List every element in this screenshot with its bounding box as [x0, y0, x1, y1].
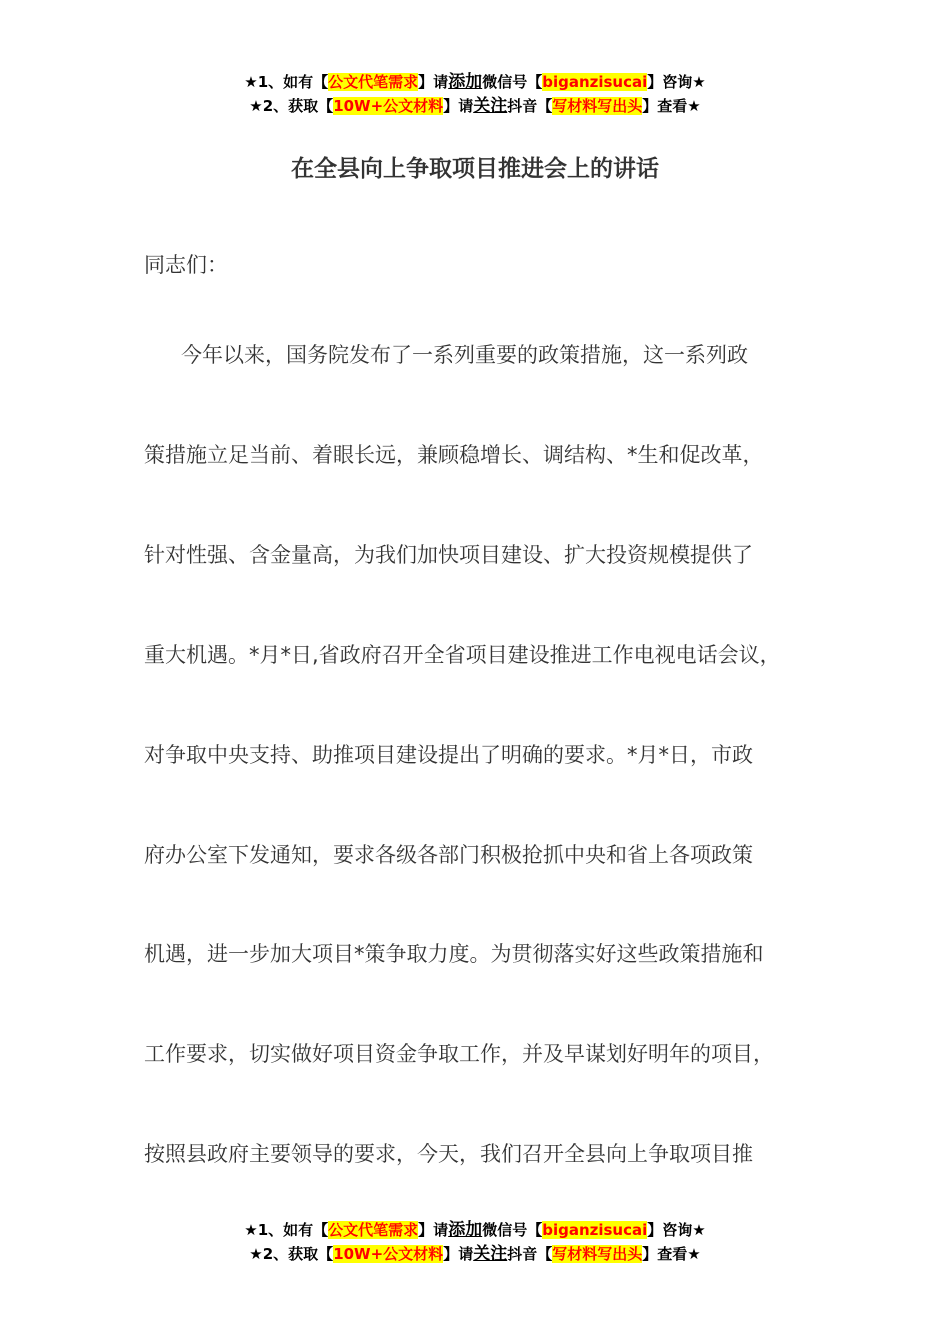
banner-text: 】查看★ — [642, 97, 701, 115]
banner-text: 】咨询★ — [647, 1221, 706, 1239]
banner-text: 】查看★ — [642, 1245, 701, 1263]
body-line: 今年以来，国务院发布了一系列重要的政策措施，这一系列政 — [181, 343, 748, 367]
banner-highlight: 10W+公文材料 — [333, 1245, 444, 1263]
banner-douyin-id: 写材料写出头 — [552, 1245, 643, 1263]
banner-text: 】请 — [418, 1221, 449, 1239]
banner-text: ★2、获取【 — [249, 1245, 334, 1263]
body-line: 机遇，进一步加大项目*策争取力度。为贯彻落实好这些政策措施和 — [144, 942, 764, 966]
document-title: 在全县向上争取项目推进会上的讲话 — [291, 156, 659, 182]
banner-emphasis: 关注 — [473, 96, 508, 116]
banner-text: 抖音【 — [507, 97, 553, 115]
body-line: 策措施立足当前、着眼长远，兼顾稳增长、调结构、*生和促改革， — [144, 443, 764, 467]
banner-line-1 — [0, 70, 950, 94]
salutation: 同志们： — [144, 253, 228, 277]
banner-text: ★1、如有【 — [244, 1221, 329, 1239]
body-line: 对争取中央支持、助推项目建设提出了明确的要求。*月*日，市政 — [144, 743, 753, 767]
banner-text: 抖音【 — [507, 1245, 553, 1263]
banner-text: ★2、获取【 — [249, 97, 334, 115]
banner-text: 微信号【 — [482, 73, 543, 91]
banner-emphasis: 添加 — [448, 72, 483, 92]
banner-line-1 — [0, 1218, 950, 1242]
banner-emphasis: 关注 — [473, 1244, 508, 1264]
body-line: 府办公室下发通知，要求各级各部门积极抢抓中央和省上各项政策 — [144, 843, 753, 867]
banner-line-2 — [0, 1242, 950, 1266]
banner-text: 微信号【 — [482, 1221, 543, 1239]
banner-highlight: 10W+公文材料 — [333, 97, 444, 115]
banner-line-2 — [0, 94, 950, 118]
header-banner — [0, 70, 950, 118]
banner-wechat-id: biganzisucai — [542, 73, 648, 91]
body-line: 针对性强、含金量高，为我们加快项目建设、扩大投资规模提供了 — [144, 543, 753, 567]
banner-text: 】请 — [418, 73, 449, 91]
banner-text: ★1、如有【 — [244, 73, 329, 91]
banner-emphasis: 添加 — [448, 1220, 483, 1240]
banner-douyin-id: 写材料写出头 — [552, 97, 643, 115]
banner-highlight: 公文代笔需求 — [328, 73, 419, 91]
banner-text: 】请 — [443, 1245, 474, 1263]
body-line: 按照县政府主要领导的要求，今天，我们召开全县向上争取项目推 — [144, 1142, 753, 1166]
banner-text: 】咨询★ — [647, 73, 706, 91]
footer-banner — [0, 1218, 950, 1266]
banner-wechat-id: biganzisucai — [542, 1221, 648, 1239]
banner-highlight: 公文代笔需求 — [328, 1221, 419, 1239]
body-line: 工作要求，切实做好项目资金争取工作，并及早谋划好明年的项目， — [144, 1042, 774, 1066]
body-line: 重大机遇。*月*日,省政府召开全省项目建设推进工作电视电话会议， — [144, 643, 781, 667]
banner-text: 】请 — [443, 97, 474, 115]
